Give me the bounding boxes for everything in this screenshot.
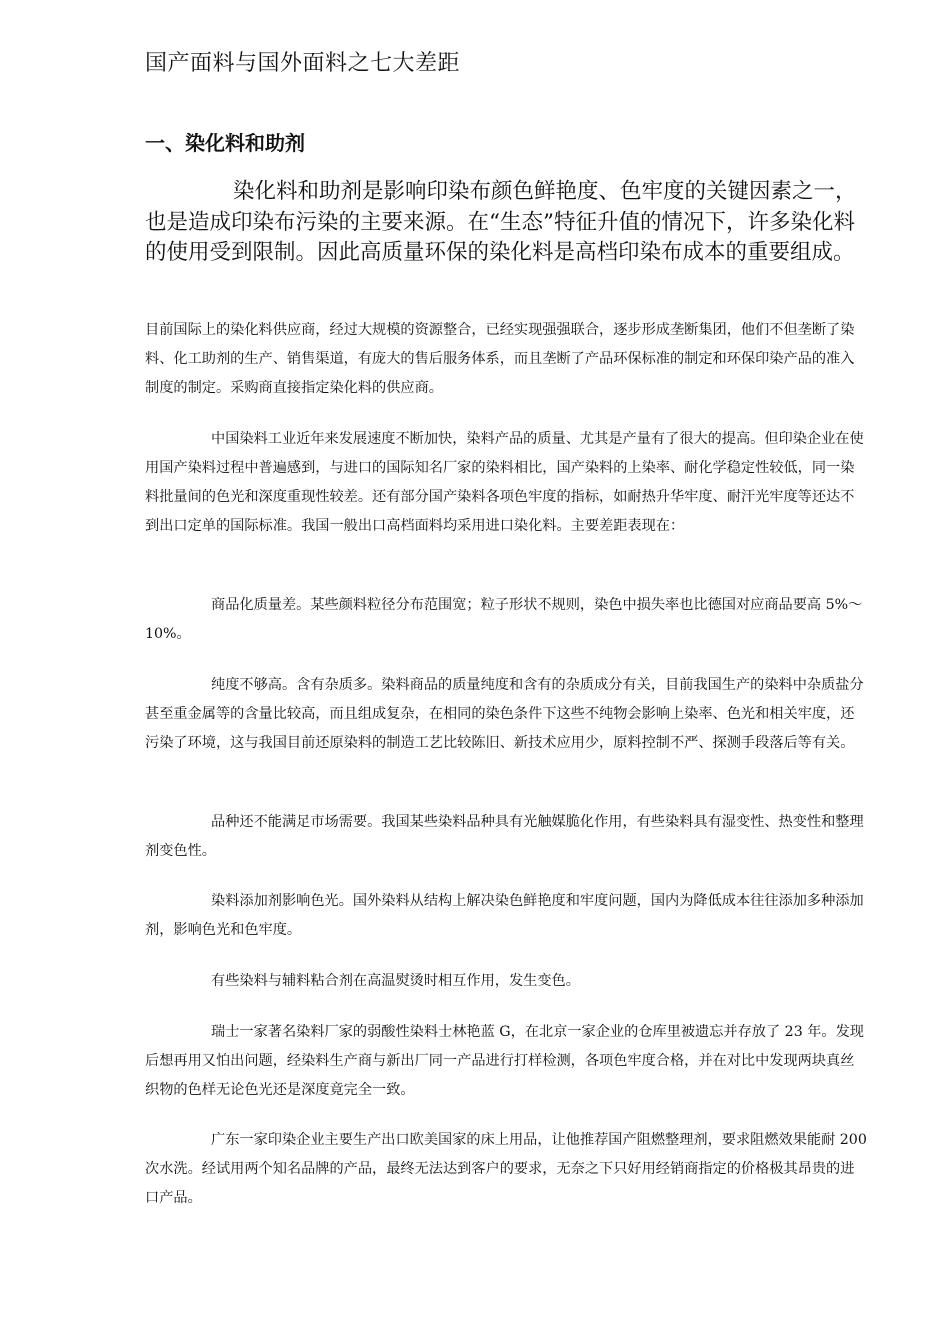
paragraph-binder-discoloration: 有些染料与辅料粘合剂在高温熨烫时相互作用，发生变色。: [211, 973, 580, 989]
paragraph-purity: 纯度不够高。含有杂质多。染料商品的质量纯度和含有的杂质成分有关，目前我国生产的染料中杂质盐分甚至重金属等的含量比较高，而且组成复杂，在相同的染色条件下这些不纯物会影响上染率、色光和相关牢度，还污染了环境，这与我国目前还原染料的制造工艺比较陈旧、新技术应用少，原料控制不严、探测手段落后等有关。: [145, 677, 864, 751]
paragraph-variety: 品种还不能满足市场需要。我国某些染料品种具有光触媒脆化作用，有些染料具有湿变性、热变性和整理剂变色性。: [145, 814, 864, 859]
paragraph-swiss-dye-example: 瑞士一家著名染料厂家的弱酸性染料士林艳蓝 G，在北京一家企业的仓库里被遗忘并存放了 23 年。发现后想再用又怕出问题，经染料生产商与新出厂同一产品进行打样检测，各项色牢度合格，并在对比中发现两块真丝织物的色样无论色光还是深度竟完全一致。: [145, 1024, 864, 1098]
paragraph-commercial-quality: 商品化质量差。某些颜料粒径分布范围宽；粒子形状不规则，染色中损失率也比德国对应商品要高 5%～10%。: [145, 597, 863, 642]
intro-paragraph: 染化料和助剂是影响印染布颜色鲜艳度、色牢度的关键因素之一，也是造成印染布污染的主要来源。在“生态”特征升值的情况下，许多染化料的使用受到限制。因此高质量环保的染化料是高档印染布成本的重要组成。: [145, 179, 857, 265]
document-title: 国产面料与国外面料之七大差距: [145, 51, 461, 76]
paragraph-china-dye-industry: 中国染料工业近年来发展速度不断加快，染料产品的质量、尤其是产量有了很大的提高。但印染企业在使用国产染料过程中普遍感到，与进口的国际知名厂家的染料相比，国产染料的上染率、耐化学稳定性较低，同一染料批量间的色光和深度重现性较差。还有部分国产染料各项色牢度的指标，如耐热升华牢度、耐汗光牢度等还达不到出口定单的国际标准。我国一般出口高档面料均采用进口染化料。主要差距表现在：: [145, 431, 864, 534]
paragraph-guangdong-example: 广东一家印染企业主要生产出口欧美国家的床上用品，让他推荐国产阻燃整理剂，要求阻燃效果能耐 200 次水洗。经试用两个知名品牌的产品，最终无法达到客户的要求，无奈之下只好用经销商指定的价格极其昂贵的进口产品。: [145, 1132, 867, 1206]
section-heading: 一、染化料和助剂: [145, 131, 305, 155]
paragraph-suppliers: 目前国际上的染化料供应商，经过大规模的资源整合，已经实现强强联合，逐步形成垄断集团，他们不但垄断了染料、化工助剂的生产、销售渠道，有庞大的售后服务体系，而且垄断了产品环保标准的制定和环保印染产品的准入制度的制定。采购商直接指定染化料的供应商。: [145, 322, 855, 396]
paragraph-additives: 染料添加剂影响色光。国外染料从结构上解决染色鲜艳度和牢度问题，国内为降低成本往往添加多种添加剂，影响色光和色牢度。: [145, 893, 864, 938]
